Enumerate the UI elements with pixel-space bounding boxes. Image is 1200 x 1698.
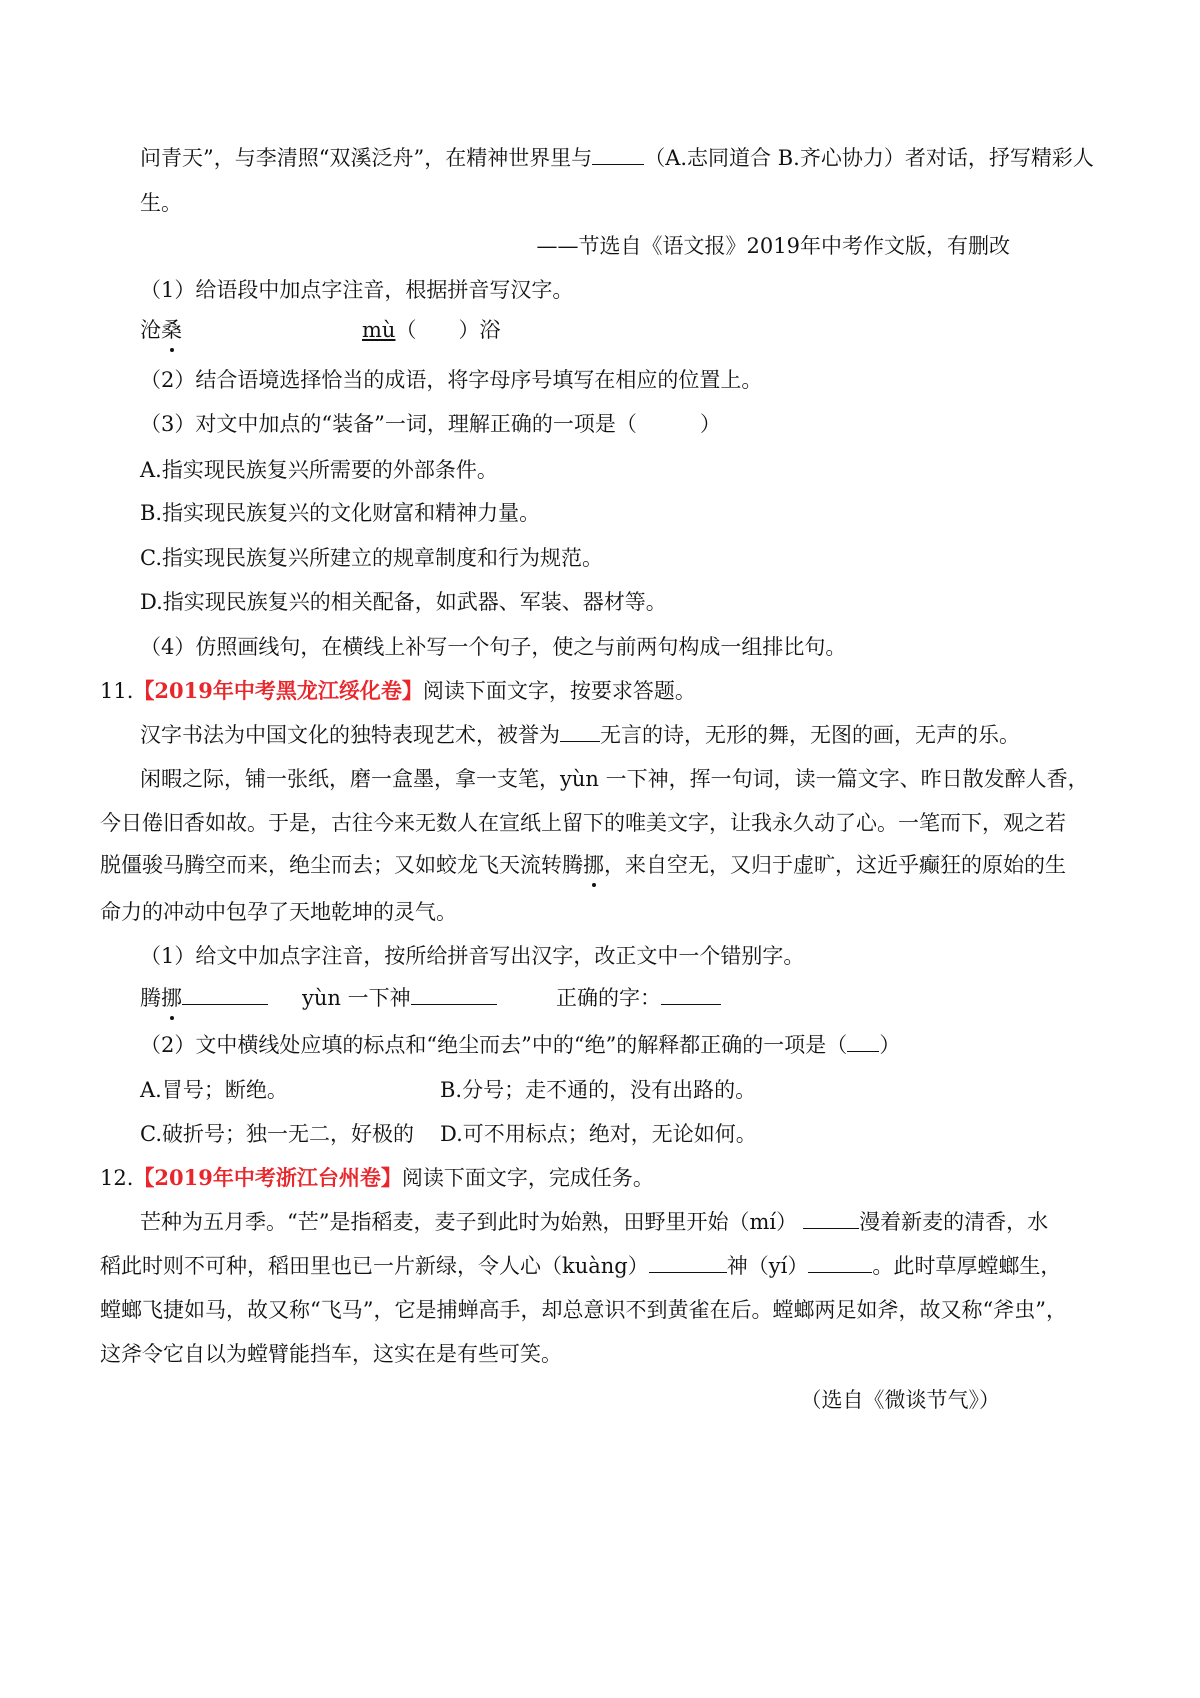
text: 脱僵骏马腾空而来，绝尘而去；又如蛟龙飞天流转腾 <box>100 853 583 877</box>
text: 问青天”，与李清照“双溪泛舟”，在精神世界里与 <box>140 146 593 170</box>
answer-blank <box>808 1252 872 1273</box>
text: ） <box>879 1033 901 1057</box>
paragraph-line <box>100 1252 1061 1280</box>
paragraph-line <box>140 721 1020 749</box>
text: 腾 <box>140 986 161 1010</box>
option-b: B.分号；走不通的，没有出路的。 <box>440 1078 757 1102</box>
text: 。此时草厚螳螂生， <box>872 1254 1062 1278</box>
question-number: 11. <box>100 679 134 703</box>
pinyin-row <box>140 316 182 344</box>
pinyin-text: mù <box>362 318 396 342</box>
option-c: C.破折号；独一无二，好极的 <box>140 1122 414 1146</box>
text: （2）文中横线处应填的标点和“绝尘而去”中的“绝”的解释都正确的一项是（ <box>140 1033 848 1057</box>
text: 漫着新麦的清香，水 <box>859 1210 1049 1234</box>
paragraph-line <box>140 144 1094 172</box>
answer-blank <box>661 984 721 1005</box>
question-number: 12. <box>100 1166 134 1190</box>
sub-question-1: （1）给语段中加点字注音，根据拼音写汉字。 <box>140 278 574 302</box>
text: 稻此时则不可种，稻田里也已一片新绿，令人心（kuàng） <box>100 1254 649 1278</box>
option-d: D.可不用标点；绝对，无论如何。 <box>440 1122 757 1146</box>
text: ，来自空无，又归于虚旷，这近乎癫狂的原始的生 <box>604 853 1066 877</box>
answer-blank <box>803 1208 859 1229</box>
answer-blank <box>847 1031 879 1052</box>
text: yùn 一下神 <box>302 986 411 1010</box>
paragraph-line <box>100 851 1066 879</box>
text: 神（yí） <box>726 1254 809 1278</box>
question-12-header <box>100 1164 654 1192</box>
sub-question-2 <box>140 1031 900 1059</box>
answer-blank <box>649 1252 727 1273</box>
source-tag: 【2019年中考黑龙江绥化卷】 <box>133 678 423 703</box>
answer-blank <box>592 144 644 165</box>
paragraph-line <box>140 1208 1048 1236</box>
text: 正确的字： <box>556 986 661 1010</box>
paragraph-line: 闲暇之际，铺一张纸，磨一盒墨，拿一支笔，yùn 一下神，挥一句词，读一篇文字、昨日散发醉人香， <box>140 767 1089 791</box>
text: 无言的诗，无形的舞，无图的画，无声的乐。 <box>600 723 1020 747</box>
paragraph-line: 生。 <box>140 191 182 215</box>
paragraph-line: 螳螂飞捷如马，故又称“飞马”，它是捕蝉高手，却总意识不到黄雀在后。螳螂两足如斧，故又称“斧虫”， <box>100 1298 1067 1322</box>
text: （A.志同道合 B.齐心协力）者对话，抒写精彩人 <box>644 146 1094 170</box>
sub-question-3: （3）对文中加点的“装备”一词，理解正确的一项是（ ） <box>140 412 721 436</box>
paragraph-line: 今日倦旧香如故。于是，古往今来无数人在宣纸上留下的唯美文字，让我永久动了心。一笔而下，观之若 <box>100 811 1066 835</box>
dotted-char: 桑 <box>161 318 182 342</box>
sub-question-4: （4）仿照画线句，在横线上补写一个句子，使之与前两句构成一组排比句。 <box>140 635 847 659</box>
fill-row <box>302 984 497 1012</box>
option-d: D.指实现民族复兴的相关配备，如武器、军装、器材等。 <box>140 590 667 614</box>
dotted-char: 挪 <box>583 853 604 877</box>
text: 汉字书法为中国文化的独特表现艺术，被誉为 <box>140 723 560 747</box>
source-citation: ——节选自《语文报》2019年中考作文版，有删改 <box>536 234 1010 258</box>
option-c: C.指实现民族复兴所建立的规章制度和行为规范。 <box>140 546 603 570</box>
text: 沧 <box>140 318 161 342</box>
source-tag: 【2019年中考浙江台州卷】 <box>133 1165 402 1190</box>
dotted-char: 挪 <box>161 986 182 1010</box>
answer-blank <box>411 984 497 1005</box>
answer-blank <box>560 721 600 742</box>
paragraph-line: 这斧令它自以为螳臂能挡车，这实在是有些可笑。 <box>100 1342 562 1366</box>
option-a: A.指实现民族复兴所需要的外部条件。 <box>140 458 498 482</box>
fill-row <box>556 984 721 1012</box>
pinyin-row <box>362 316 500 344</box>
text: （ ） <box>395 318 480 342</box>
answer-blank <box>182 984 268 1005</box>
text: 芒种为五月季。“芒”是指稻麦，麦子到此时为始熟，田野里开始（mí） <box>140 1210 798 1234</box>
fill-row <box>140 984 268 1012</box>
text: 阅读下面文字，按要求答题。 <box>422 679 696 703</box>
sub-question-1: （1）给文中加点字注音，按所给拼音写出汉字，改正文中一个错别字。 <box>140 944 805 968</box>
option-b: B.指实现民族复兴的文化财富和精神力量。 <box>140 501 541 525</box>
source-citation: （选自《微谈节气》） <box>800 1388 1000 1412</box>
text: 阅读下面文字，完成任务。 <box>401 1166 654 1190</box>
question-11-header <box>100 677 696 705</box>
paragraph-line: 命力的冲动中包孕了天地乾坤的灵气。 <box>100 900 457 924</box>
sub-question-2: （2）结合语境选择恰当的成语，将字母序号填写在相应的位置上。 <box>140 368 763 392</box>
option-a: A.冒号；断绝。 <box>140 1078 288 1102</box>
text: 浴 <box>479 318 501 342</box>
